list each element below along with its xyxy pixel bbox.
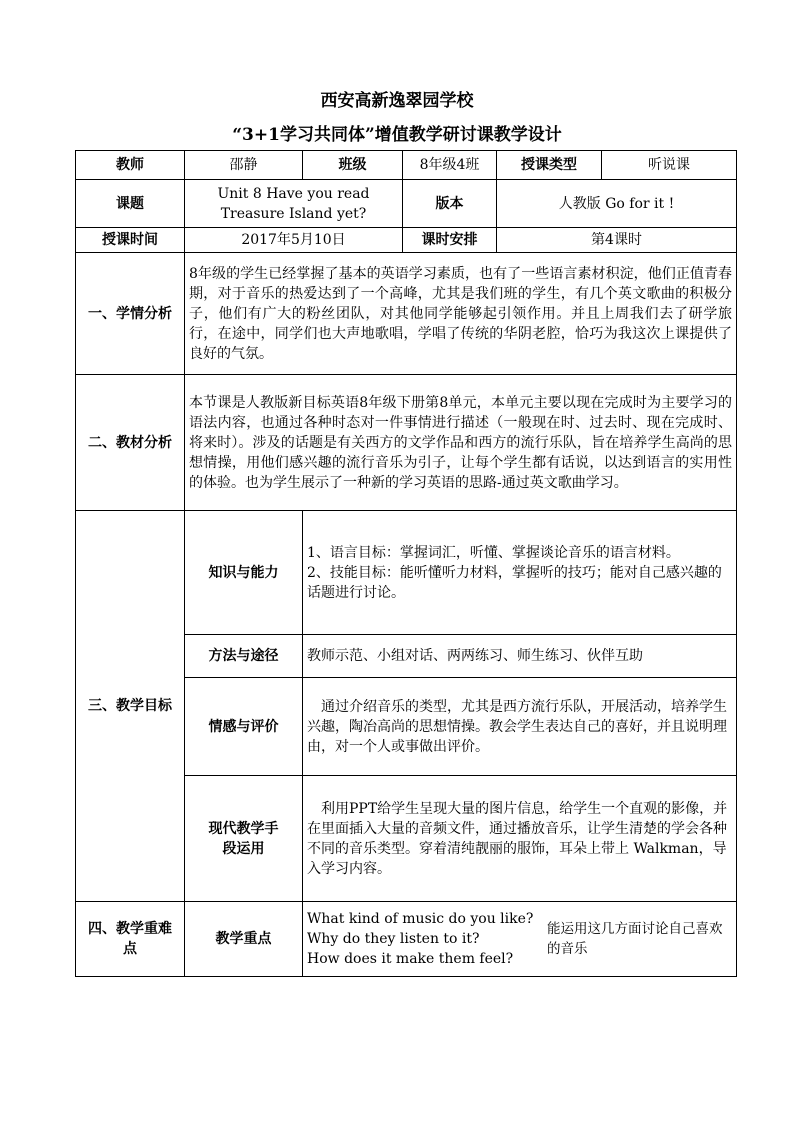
document-subtitle: “3+1学习共同体”增值教学研讨课教学设计 [232, 125, 562, 145]
type-value: 听说课 [602, 151, 737, 180]
material-label: 二、教材分析 [76, 375, 185, 511]
goals-label: 三、教学目标 [76, 511, 185, 902]
material-text: 本节课是人教版新目标英语8年级下册第8单元，本单元主要以现在完成时为主要学习的语法内容，也通过各种时态对一件事情进行描述（一般现在时、过去时、现在完成时、将来时）。涉及的话题是有关西方的文学作品和西方的流行乐队，旨在培养学生高尚的思想情操，用他们感兴趣的流行音乐为引子，让每个学生都有话说，以达到语言的实用性的体验。也为学生展示了一种新的学习英语的思路-通过英文歌曲学习。 [185, 375, 737, 511]
goal-tech-text [303, 776, 737, 902]
goal-knowledge-line-2: 2、技能目标：能听懂听力材料，掌握听的技巧；能对自己感兴趣的话题进行讨论。 [307, 564, 722, 601]
key-row [76, 902, 737, 977]
class-label: 班级 [303, 151, 403, 180]
schedule-label: 课时安排 [403, 228, 497, 253]
topic-value: Unit 8 Have you read Treasure Island yet? [185, 180, 403, 228]
goal-method-text: 教师示范、小组对话、两两练习、师生练习、伙伴互助 [303, 635, 737, 678]
key-content [303, 902, 737, 977]
key-label: 四、教学重难点 [76, 902, 185, 977]
learner-label: 一、学情分析 [76, 253, 185, 375]
info-row-1 [76, 151, 737, 180]
type-label: 授课类型 [497, 151, 602, 180]
time-label: 授课时间 [76, 228, 185, 253]
goal-knowledge-line-1: 1、语言目标：掌握词汇，听懂、掌握谈论音乐的语言材料。 [307, 544, 680, 561]
key-note: 能运用这几方面讨论自己喜欢的音乐 [547, 921, 723, 957]
key-question-list [307, 909, 547, 969]
key-question-2: Why do they listen to it? [307, 931, 480, 947]
key-sub-label: 教学重点 [185, 902, 303, 977]
material-row [76, 375, 737, 511]
goal-emotion-line: 通过介绍音乐的类型，尤其是西方流行乐队，开展活动，培养学生兴趣，陶冶高尚的思想情操。教会学生表达自己的喜好，并且说明理由，对一个人或事做出评价。 [307, 698, 727, 755]
goal-knowledge-text [303, 511, 737, 635]
info-row-3 [76, 228, 737, 253]
info-row-2 [76, 180, 737, 228]
topic-label: 课题 [76, 180, 185, 228]
learner-row [76, 253, 737, 375]
teacher-label: 教师 [76, 151, 185, 180]
goal-tech-line: 利用PPT给学生呈现大量的图片信息，给学生一个直观的影像，并在里面插入大量的音频文件，通过播放音乐，让学生清楚的学会各种不同的音乐类型。穿着清纯靓丽的服饰，耳朵上带上 Walkman，导入学习内容。 [307, 800, 728, 877]
key-question-3: How does it make them feel? [307, 951, 514, 967]
time-value: 2017年5月10日 [185, 228, 403, 253]
goal-method-label: 方法与途径 [185, 635, 303, 678]
lesson-plan-table [75, 150, 737, 977]
goal-emotion-label: 情感与评价 [185, 678, 303, 776]
edition-value: 人教版 Go for it ! [497, 180, 737, 228]
goal-tech-label: 现代教学手段运用 [185, 776, 303, 902]
goal-row-knowledge [76, 511, 737, 635]
goal-emotion-text [303, 678, 737, 776]
teacher-value: 邵静 [185, 151, 303, 180]
learner-text: 8年级的学生已经掌握了基本的英语学习素质，也有了一些语言素材积淀，他们正值青春期，对于音乐的热爱达到了一个高峰，尤其是我们班的学生，有几个英文歌曲的积极分子，他们有广大的粉丝团队，对其他同学能够起引领作用。并且上周我们去了研学旅行，在途中，同学们也大声地歌唱，学唱了传统的华阴老腔，恰巧为我这次上课提供了良好的气氛。 [185, 253, 737, 375]
edition-label: 版本 [403, 180, 497, 228]
school-name: 西安高新逸翠园学校 [320, 91, 474, 111]
key-question-1: What kind of music do you like? [307, 911, 534, 927]
goal-knowledge-label: 知识与能力 [185, 511, 303, 635]
class-value: 8年级4班 [403, 151, 497, 180]
schedule-value: 第4课时 [497, 228, 737, 253]
